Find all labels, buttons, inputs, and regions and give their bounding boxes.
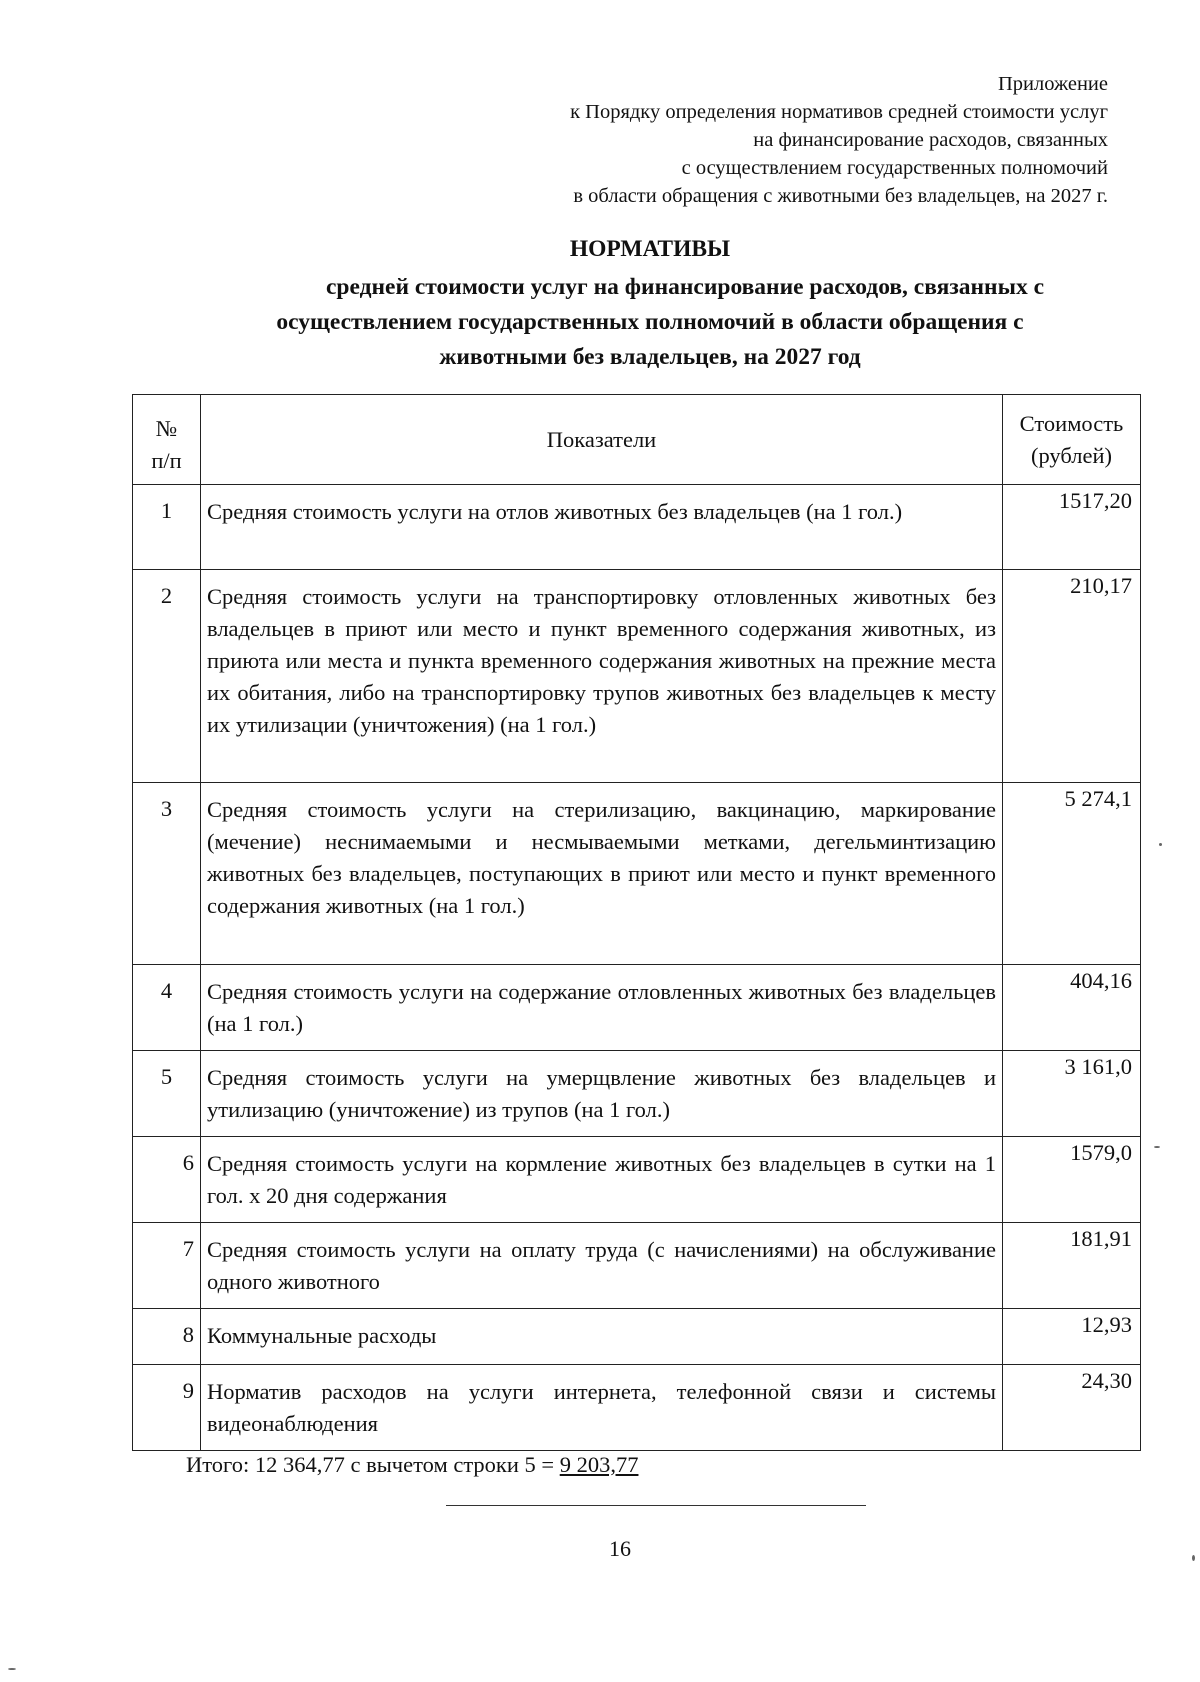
row-cost: 5 274,1 (1003, 783, 1141, 965)
appendix-line: с осуществлением государственных полномочий (681, 157, 1108, 179)
row-number: 2 (133, 570, 201, 783)
appendix-line: в области обращения с животными без владельцев, на 2027 г. (573, 185, 1108, 207)
header-number-line: № (155, 415, 178, 441)
scan-speck (1159, 843, 1162, 846)
row-description: Средняя стоимость услуги на стерилизацию, вакцинацию, маркирование (мечение) неснимаемыми и несмываемыми метками, дегельминтизацию животных без владельцев, поступающих в приют или место и пункт временного содержания животных (на 1 гол.) (201, 783, 1003, 965)
table-row (133, 1309, 1141, 1365)
row-description: Средняя стоимость услуги на умерщвление животных без владельцев и утилизацию (уничтожение) из трупов (на 1 гол.) (201, 1051, 1003, 1137)
row-description: Средняя стоимость услуги на кормление животных без владельцев в сутки на 1 гол. х 20 дня содержания (201, 1137, 1003, 1223)
row-cost: 12,93 (1003, 1309, 1141, 1365)
header-number-line: п/п (151, 447, 182, 473)
total-line (186, 1450, 638, 1480)
row-cost: 404,16 (1003, 965, 1141, 1051)
row-description: Коммунальные расходы (201, 1309, 1003, 1365)
row-cost: 1579,0 (1003, 1137, 1141, 1223)
subtitle-line: осуществлением государственных полномочий в области обращения с (276, 309, 1024, 335)
row-number: 9 (133, 1365, 201, 1451)
document-subtitle (130, 270, 1170, 375)
header-cost (1003, 395, 1141, 485)
row-description: Средняя стоимость услуги на транспортировку отловленных животных без владельцев в приют или место и пункт временного содержания животных, из приюта или места и пункта временного содержания животных на прежние места их обитания, либо на транспортировку трупов животных без владельцев к месту их утилизации (уничтожения) (на 1 гол.) (201, 570, 1003, 783)
row-number: 8 (133, 1309, 201, 1365)
total-value: 9 203,77 (559, 1452, 639, 1477)
scan-speck (8, 1668, 16, 1670)
header-cost-line: Стоимость (1019, 410, 1124, 436)
row-cost: 210,17 (1003, 570, 1141, 783)
row-number: 7 (133, 1223, 201, 1309)
appendix-line: к Порядку определения нормативов средней стоимости услуг (570, 101, 1108, 123)
header-indicator: Показатели (201, 395, 1003, 485)
table-row (133, 570, 1141, 783)
table-row (133, 1365, 1141, 1451)
table-row (133, 1137, 1141, 1223)
appendix-header (570, 70, 1108, 210)
scan-speck (1154, 1146, 1160, 1148)
header-number (133, 395, 201, 485)
row-description: Средняя стоимость услуги на отлов животных без владельцев (на 1 гол.) (201, 485, 1003, 570)
table-header-row (133, 395, 1141, 485)
table-row (133, 485, 1141, 570)
subtitle-line: средней стоимости услуг на финансирование расходов, связанных с (325, 274, 1044, 300)
document-title: НОРМАТИВЫ (569, 236, 731, 262)
appendix-line: на финансирование расходов, связанных (753, 129, 1108, 151)
table-row (133, 965, 1141, 1051)
appendix-line: Приложение (997, 73, 1108, 95)
row-cost: 3 161,0 (1003, 1051, 1141, 1137)
row-description: Средняя стоимость услуги на оплату труда (с начислениями) на обслуживание одного животного (201, 1223, 1003, 1309)
subtitle-line: животными без владельцев, на 2027 год (439, 344, 861, 370)
footer-divider (446, 1505, 866, 1506)
table-row (133, 1223, 1141, 1309)
row-description: Норматив расходов на услуги интернета, телефонной связи и системы видеонаблюдения (201, 1365, 1003, 1451)
row-number: 1 (133, 485, 201, 570)
scan-speck (1192, 1555, 1195, 1561)
table-row (133, 783, 1141, 965)
row-number: 3 (133, 783, 201, 965)
row-number: 4 (133, 965, 201, 1051)
norms-table (132, 394, 1141, 1451)
row-number: 5 (133, 1051, 201, 1137)
row-description: Средняя стоимость услуги на содержание отловленных животных без владельцев (на 1 гол.) (201, 965, 1003, 1051)
page-number: 16 (609, 1536, 631, 1561)
header-cost-line: (рублей) (1030, 442, 1113, 468)
row-cost: 1517,20 (1003, 485, 1141, 570)
table-row (133, 1051, 1141, 1137)
row-cost: 24,30 (1003, 1365, 1141, 1451)
total-prefix: Итого: 12 364,77 с вычетом строки 5 = (186, 1452, 560, 1477)
row-number: 6 (133, 1137, 201, 1223)
row-cost: 181,91 (1003, 1223, 1141, 1309)
